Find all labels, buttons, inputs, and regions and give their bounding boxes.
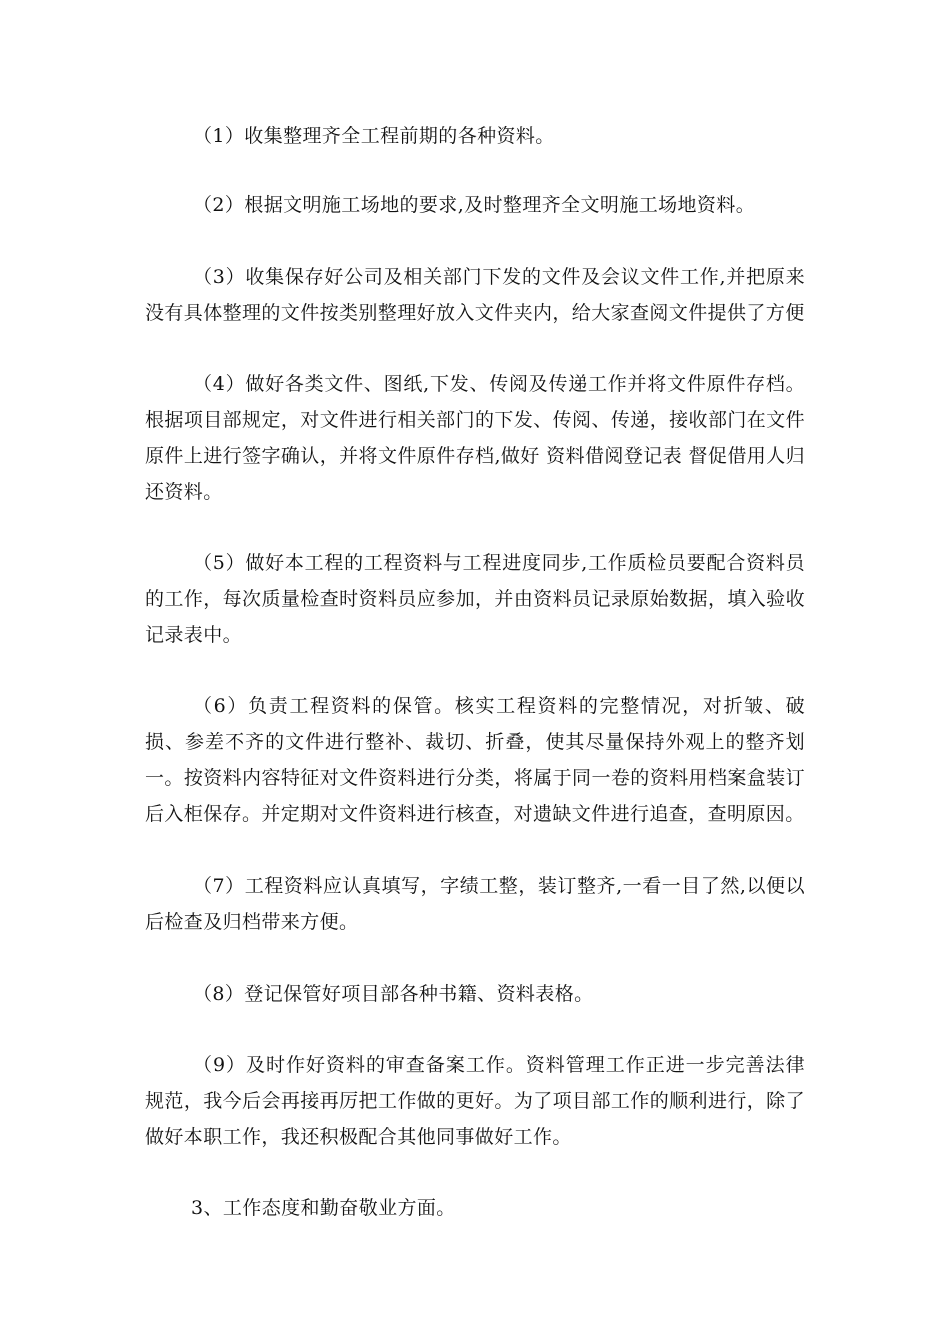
paragraph-1: （1）收集整理齐全工程前期的各种资料。 [193,125,555,147]
paragraph-8: （8）登记保管好项目部各种书籍、资料表格。 [193,983,594,1005]
section-heading: 3、工作态度和勤奋敬业方面。 [191,1197,456,1219]
paragraph-6: （6）负责工程资料的保管。核实工程资料的完整情况，对折皱、破损、参差不齐的文件进行整补、裁切、折叠，使其尽量保持外观上的整齐划一。按资料内容特征对文件资料进行分类，将属于同一卷的资料用档案盒装订后入柜保存。并定期对文件资料进行核查，对遗缺文件进行追查，查明原因。 [145,695,805,825]
paragraph-4: （4）做好各类文件、图纸,下发、传阅及传递工作并将文件原件存档。根据项目部规定，对文件进行相关部门的下发、传阅、传递，接收部门在文件原件上进行签字确认，并将文件原件存档,做好 资料借阅登记表 督促借用人归还资料。 [145,373,805,503]
paragraph-9: （9）及时作好资料的审查备案工作。资料管理工作正进一步完善法律规范，我今后会再接再厉把工作做的更好。为了项目部工作的顺利进行，除了做好本职工作，我还积极配合其他同事做好工作。 [145,1054,805,1148]
paragraph-2: （2）根据文明施工场地的要求,及时整理齐全文明施工场地资料。 [193,194,756,216]
paragraph-7: （7）工程资料应认真填写，字绩工整，装订整齐,一看一目了然,以便以后检查及归档带来方便。 [145,875,805,933]
paragraph-5: （5）做好本工程的工程资料与工程进度同步,工作质检员要配合资料员的工作，每次质量检查时资料员应参加，并由资料员记录原始数据，填入验收记录表中。 [145,552,805,646]
paragraph-3: （3）收集保存好公司及相关部门下发的文件及会议文件工作,并把原来没有具体整理的文件按类别整理好放入文件夹内，给大家查阅文件提供了方便 [145,266,805,324]
